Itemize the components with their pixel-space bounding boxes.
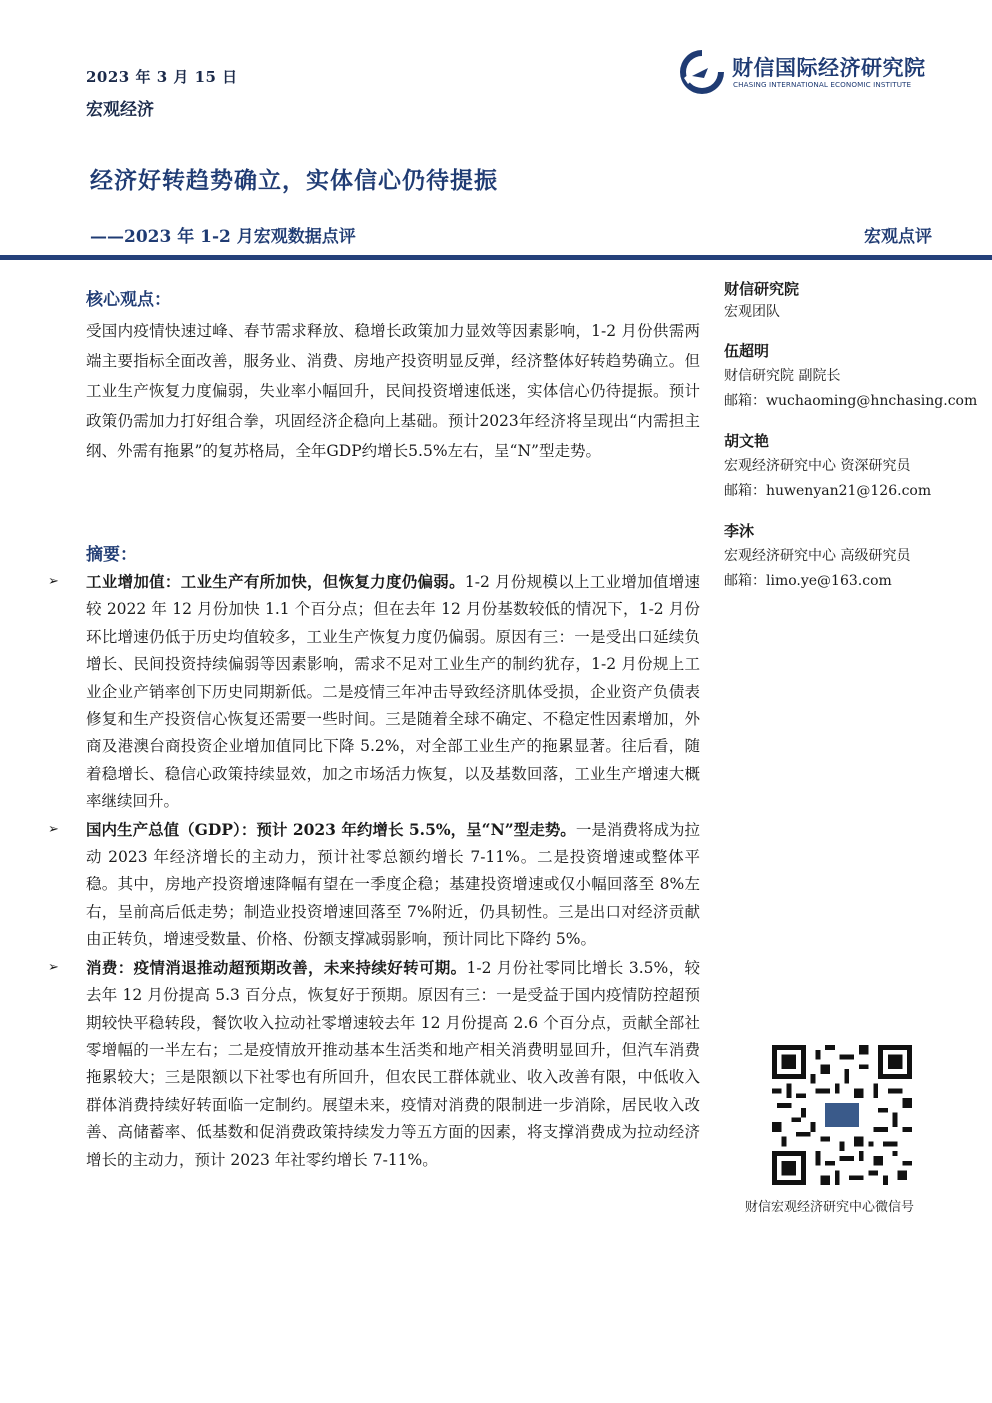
header-divider (0, 255, 992, 260)
summary-heading: 摘要： (86, 545, 137, 565)
author-email[interactable]: 邮箱：huwenyan21@126.com (724, 483, 932, 499)
summary-item-consumption (48, 954, 700, 1174)
author-name: 胡文艳 (724, 432, 770, 450)
bullet-arrow-icon: ➢ (48, 821, 59, 837)
report-meta (86, 66, 238, 120)
summary-item-gdp (48, 816, 700, 954)
author-name: 李沐 (724, 522, 755, 540)
author-card (724, 518, 974, 594)
summary-item-text: 一是消费将成为拉动 2023 年经济增长的主动力，预计社零总额约增长 7-11%。二是投资增速或整体平稳。其中，房地产投资增速降幅有望在一季度企稳；基建投资增速或仅小幅回落至 8%左右，呈前高后低走势；制造业投资增速回落至 7%附近，仍具韧性。三是出口对经济贡献由正转负，增速受数量、价格、份额支撑减弱影响，预计同比下降约 5%。 (86, 820, 700, 949)
author-card (724, 428, 974, 504)
bullet-arrow-icon: ➢ (48, 959, 59, 975)
author-sidebar (724, 278, 978, 608)
report-date: 2023 年 3 月 15 日 (86, 68, 238, 86)
qr-caption: 财信宏观经济研究中心微信号 (745, 1200, 915, 1215)
summary-item-lead: 工业增加值：工业生产有所加快，但恢复力度仍偏弱。 (86, 572, 465, 591)
institute-logo (678, 48, 948, 94)
wechat-qr-code (772, 1045, 912, 1185)
bullet-arrow-icon: ➢ (48, 574, 59, 589)
author-title: 宏观经济研究中心 资深研究员 (724, 458, 911, 474)
author-title: 财信研究院 副院长 (724, 368, 841, 384)
sidebar-org: 财信研究院 (724, 280, 800, 298)
core-paragraph: 受国内疫情快速过峰、春节需求释放、稳增长政策加力显效等因素影响，1-2 月份供需两端主要指标全面改善，服务业、消费、房地产投资明显反弹，经济整体好转趋势确立。但工业生产恢复力度偏弱，失业率小幅回升，民间投资增速低迷，实体信心仍待提振。预计政策仍需加力打好组合拳，巩固经济企稳向上基础。预计2023年经济将呈现出“内需担主纲、外需有拖累”的复苏格局，全年GDP约增长5.5%左右，呈“N”型走势。 (86, 322, 700, 460)
sidebar-team: 宏观团队 (724, 304, 780, 320)
author-title: 宏观经济研究中心 高级研究员 (724, 548, 911, 564)
summary-item-lead: 国内生产总值（GDP）：预计 2023 年约增长 5.5%，呈“N”型走势。 (86, 819, 576, 839)
report-title: 经济好转趋势确立，实体信心仍待提振 (90, 167, 498, 194)
author-email[interactable]: 邮箱：limo.ye@163.com (724, 573, 892, 589)
summary-item-industry (48, 568, 700, 816)
core-heading: 核心观点： (86, 290, 171, 310)
report-category: 宏观点评 (864, 227, 932, 247)
summary-item-text: 1-2 月份社零同比增长 3.5%，较去年 12 月份提高 5.3 百分点，恢复好于预期。原因有三：一是受益于国内疫情防控超预期较快平稳转段，餐饮收入拉动社零增速较去年 12 月份提高 2.6 个百分点，贡献全部社零增幅的一半左右；二是疫情放开推动基本生活类和地产相关消费明显回升，但汽车消费拖累较大；三是限额以下社零也有所回升，但农民工群体就业、收入改善有限，中低收入群体消费持续好转面临一定制约。展望未来，疫情对消费的限制进一步消除，居民收入改善、高储蓄率、低基数和促消费政策持续发力等五方面的因素，将支撑消费成为拉动经济增长的主动力，预计 2023 年社零约增长 7-11%。 (86, 958, 700, 1169)
author-card (724, 338, 978, 414)
author-name: 伍超明 (724, 342, 770, 360)
author-email[interactable]: 邮箱：wuchaoming@hnchasing.com (724, 393, 978, 409)
summary-list (48, 568, 700, 1174)
report-section: 宏观经济 (86, 100, 154, 120)
logo-english-name: CHASING INTERNATIONAL ECONOMIC INSTITUTE (733, 80, 912, 89)
logo-chinese-name: 财信国际经济研究院 (732, 56, 926, 80)
summary-item-lead: 消费：疫情消退推动超预期改善，未来持续好转可期。 (86, 957, 467, 977)
institute-logo-icon (678, 48, 726, 94)
summary-item-text: 1-2 月份规模以上工业增加值增速较 2022 年 12 月份加快 1.1 个百分点；但在去年 12 月份基数较低的情况下，1-2 月份环比增速仍低于历史均值较多，工业生产恢复力度仍偏弱。原因有三：一是受出口延续负增长、民间投资持续偏弱等因素影响，需求不足对工业生产的制约犹存，1-2 月份规上工业企业产销率创下历史同期新低。二是疫情三年冲击导致经济肌体受损，企业资产负债表修复和生产投资信心恢复还需要一些时间。三是随着全球不确定、不稳定性因素增加，外商及港澳台商投资企业增加值同比下降 5.2%，对全部工业生产的拖累显著。往后看，随着稳增长、稳信心政策持续显效，加之市场活力恢复，以及基数回落，工业生产增速大概率继续回升。 (86, 573, 700, 811)
report-subtitle: ——2023 年 1-2 月宏观数据点评 (90, 227, 356, 247)
